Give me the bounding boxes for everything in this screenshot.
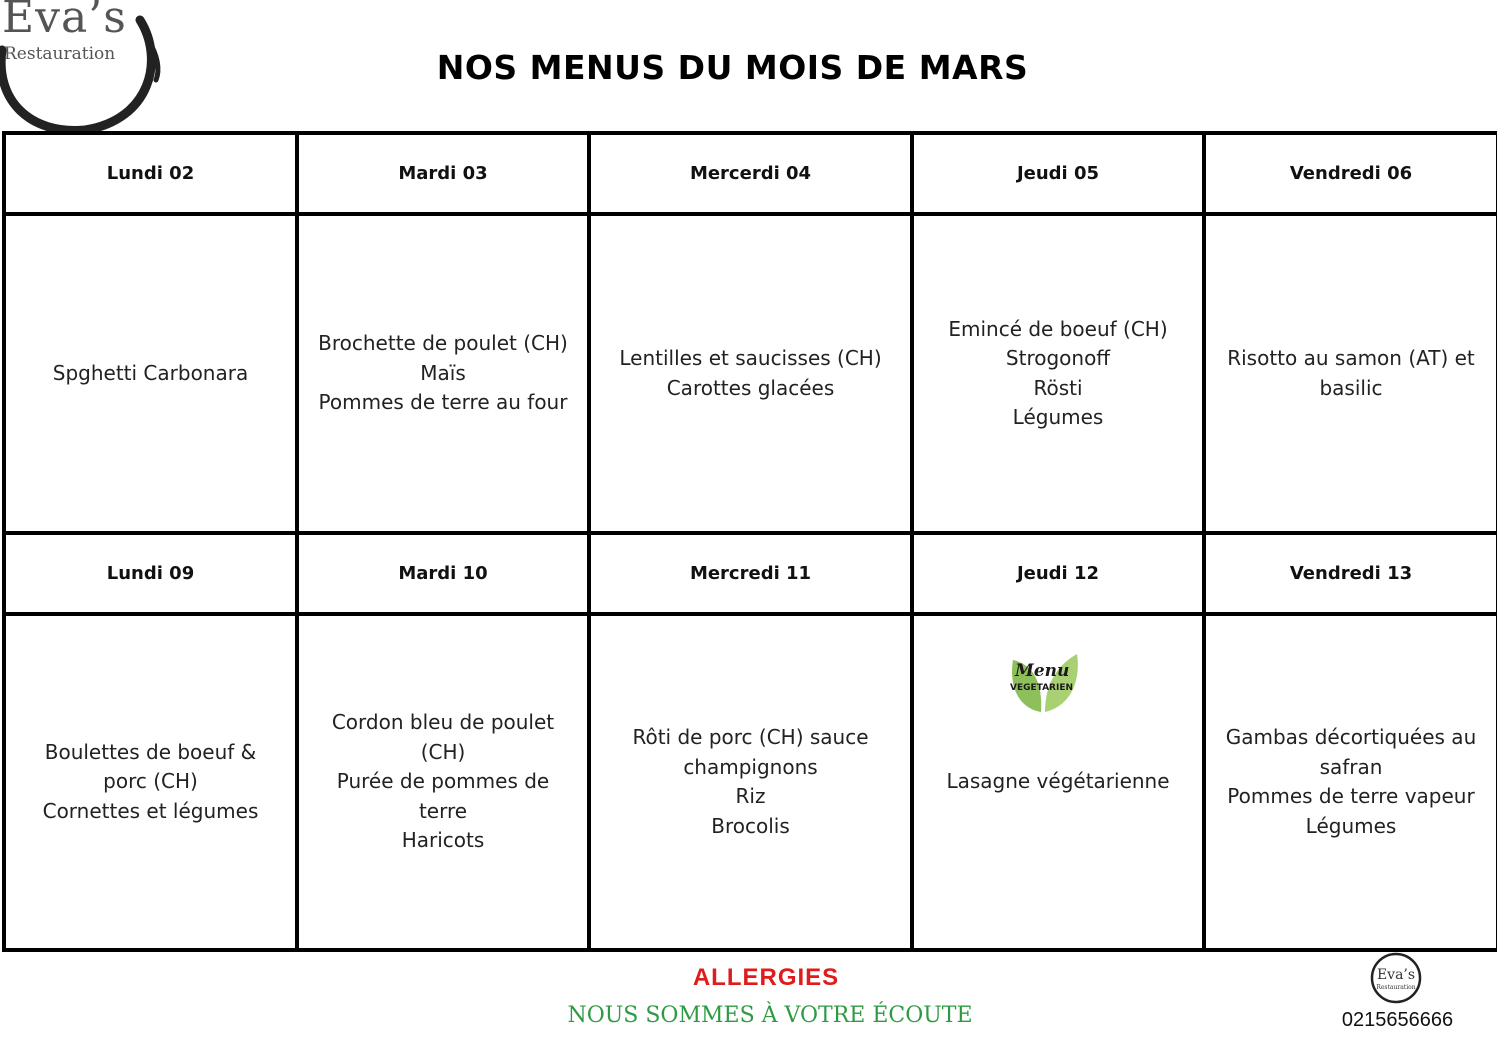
- dish-cell: [4, 614, 297, 950]
- dish-line: Rôti de porc (CH) sauce champignons: [632, 725, 869, 779]
- dish-line: Légumes: [1012, 405, 1104, 430]
- dish-cell: [912, 614, 1204, 950]
- phone-number: 0215656666: [1341, 1009, 1454, 1031]
- dish-line: Rösti: [1033, 375, 1083, 400]
- day-header: Mardi 10: [297, 533, 589, 614]
- dish-line: Cordon bleu de poulet (CH): [331, 710, 555, 764]
- dish-cell: [912, 214, 1204, 534]
- listening-note: NOUS SOMMES À VOTRE ÉCOUTE: [567, 1003, 973, 1028]
- dish-cell: [4, 214, 297, 534]
- brand-logo: [0, 0, 170, 145]
- dish-line: Gambas décortiquées au safran: [1225, 725, 1477, 779]
- day-header: Vendredi 06: [1204, 133, 1497, 214]
- dish-line: Légumes: [1305, 813, 1397, 838]
- day-header: Mardi 03: [297, 133, 589, 214]
- day-header: Jeudi 05: [912, 133, 1204, 214]
- dish-line: Pommes de terre vapeur: [1227, 784, 1475, 809]
- footer-logo: [1368, 950, 1424, 1006]
- dish-cell: [589, 214, 912, 534]
- dish-line: Cornettes et légumes: [42, 798, 259, 823]
- dish-cell: [1204, 214, 1497, 534]
- badge-line1: Menu: [1015, 661, 1070, 682]
- week-2-days-row: [4, 533, 1497, 614]
- dish-line: Boulettes de boeuf & porc (CH): [44, 739, 257, 794]
- dish-line: Purée de pommes de terre: [336, 769, 550, 823]
- day-header: Mercerdi 04: [589, 133, 912, 214]
- brand-subtitle: Restauration: [4, 44, 116, 64]
- leaf-icon: [1007, 650, 1081, 718]
- footer-logo-name: Eva’s: [1376, 967, 1416, 983]
- dish-cell: [297, 614, 589, 950]
- page-title: NOS MENUS DU MOIS DE MARS: [436, 48, 1029, 87]
- dish-line: Emincé de boeuf (CH) Strogonoff: [948, 316, 1168, 371]
- dish-line: Risotto au samon (AT) et basilic: [1227, 346, 1475, 400]
- dish-line: Haricots: [401, 828, 485, 853]
- dish-cell: [297, 214, 589, 534]
- day-header: Vendredi 13: [1204, 533, 1497, 614]
- dish-cell: [589, 614, 912, 950]
- dish-line: Brochette de poulet (CH): [318, 331, 568, 356]
- dish-line: Maïs: [420, 360, 466, 385]
- brand-ring-icon: [1368, 950, 1424, 1006]
- dish-cell: [1204, 614, 1497, 950]
- day-header: Lundi 02: [4, 133, 297, 214]
- badge-line2: VEGETARIEN: [1010, 683, 1074, 694]
- day-header: Mercredi 11: [589, 533, 912, 614]
- day-header: Lundi 09: [4, 533, 297, 614]
- week-2-dishes-row: [4, 614, 1497, 950]
- dish-line: Lentilles et saucisses (CH): [619, 346, 882, 371]
- menu-table: [2, 131, 1497, 952]
- week-1-days-row: [4, 133, 1497, 214]
- footer-logo-subtitle: Restauration: [1376, 984, 1416, 991]
- week-1-dishes-row: [4, 214, 1497, 534]
- dish-line: Spghetti Carbonara: [52, 360, 249, 385]
- vegetarian-badge: [1007, 650, 1081, 718]
- dish-line: Riz: [735, 784, 766, 809]
- brand-name: Eva’s: [2, 0, 127, 43]
- allergies-heading: ALLERGIES: [692, 964, 840, 991]
- day-header: Jeudi 12: [912, 533, 1204, 614]
- dish-line: Carottes glacées: [666, 375, 835, 400]
- dish-line: Pommes de terre au four: [318, 390, 568, 415]
- dish-line: Brocolis: [711, 813, 790, 838]
- dish-line: Lasagne végétarienne: [946, 769, 1170, 794]
